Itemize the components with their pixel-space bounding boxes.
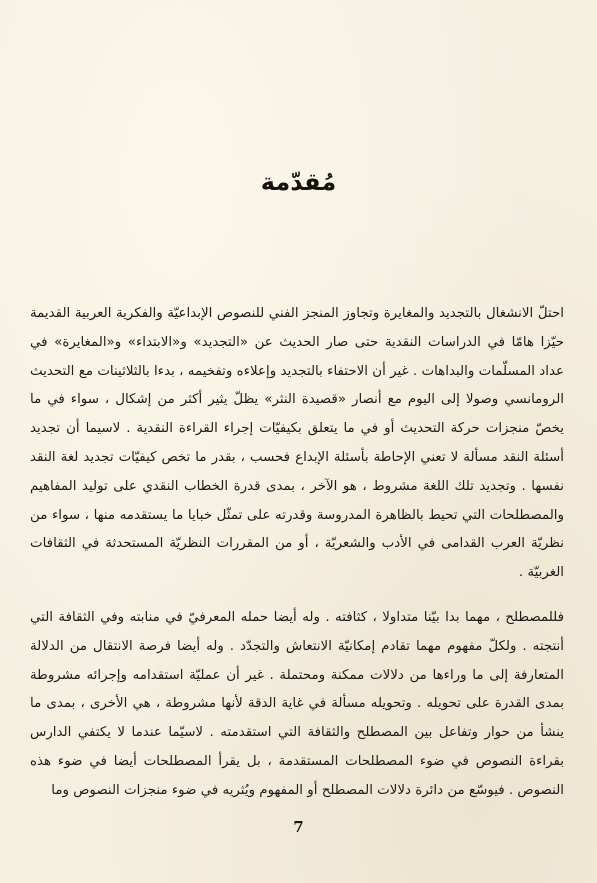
page-number: 7 [293,818,304,836]
page-title: مُقدّمة [260,168,337,196]
paragraph-2: فللمصطلح ، مهما بدا بيّنا متداولا ، كثافته . وله أيضا حمله المعرفيّ في منابته وفي الثقافة التي أنتجته . ولكلّ مفهوم مهما تقادم إمكانيّة الانتعاش والتجدّد . وله أيضا فرصة الانتقال من الدلالة المتعارفة إلى ما وراءها من دلالات ممكنة ومحتملة . غير أن عمليّة استقدامه وإجرائه مشروطة بمدى القدرة على تحويله . وتحويله مسألة في غاية الدقة لأنها مشروطة ، هي الأخرى ، بمدى ما ينشأ من حوار وتفاعل بين المصطلح والثقافة التي استقدمته . لاسيّما عندما لا يكتفي الدارس بقراءة النصوص في ضوء المصطلحات المستقدمة ، بل يقرأ المصطلحات أيضا في ضوء هذه النصوص . فيوسّع من دائرة دلالات المصطلح أو المفهوم ويُثريه في ضوء منجزات النصوص وما [30,609,564,798]
paragraph-1: احتلّ الانشغال بالتجديد والمغايرة وتجاوز المنجز الفني للنصوص الإبداعيّة والفكرية العربية القديمة حيّزا هامّا في الدراسات النقدية حتى صار الحديث عن «التجديد» و«الابتداء» و«المغايرة» في عداد المسلّمات والبداهات . غير أن الاحتفاء بالتجديد وإعلاءه وتفخيمه ، بدءا بالثلاثينات مع التحديث الرومانسي وصولا إلى اليوم مع أنصار «قصيدة النثر» يظلّ يثير أكثر من إشكال ، سواء في ما يخصّ منجزات حركة التحديث أو في ما يتعلق بكيفيّات إجراء القراءة النقدية . لاسيما أن تجديد أسئلة النقد مسألة لا تعني الإحاطة بأسئلة الإبداع فحسب ، بقدر ما تخص كيفيّات تجديد لغة النقد نفسها . وتجديد تلك اللغة مشروط ، هو الآخر ، بمدى قدرة الخطاب النقدي على توليد المفاهيم والمصطلحات التي تحيط بالظاهرة المدروسة وقدرته على تمثّل خبايا ما يستقدمه منها ، سواء من نظريّة العرب القدامى في الأدب والشعريّة ، أو من المقررات النظريّة المستحدثة في الثقافات الغربيّة . [30,306,564,581]
body-text [30,300,564,806]
